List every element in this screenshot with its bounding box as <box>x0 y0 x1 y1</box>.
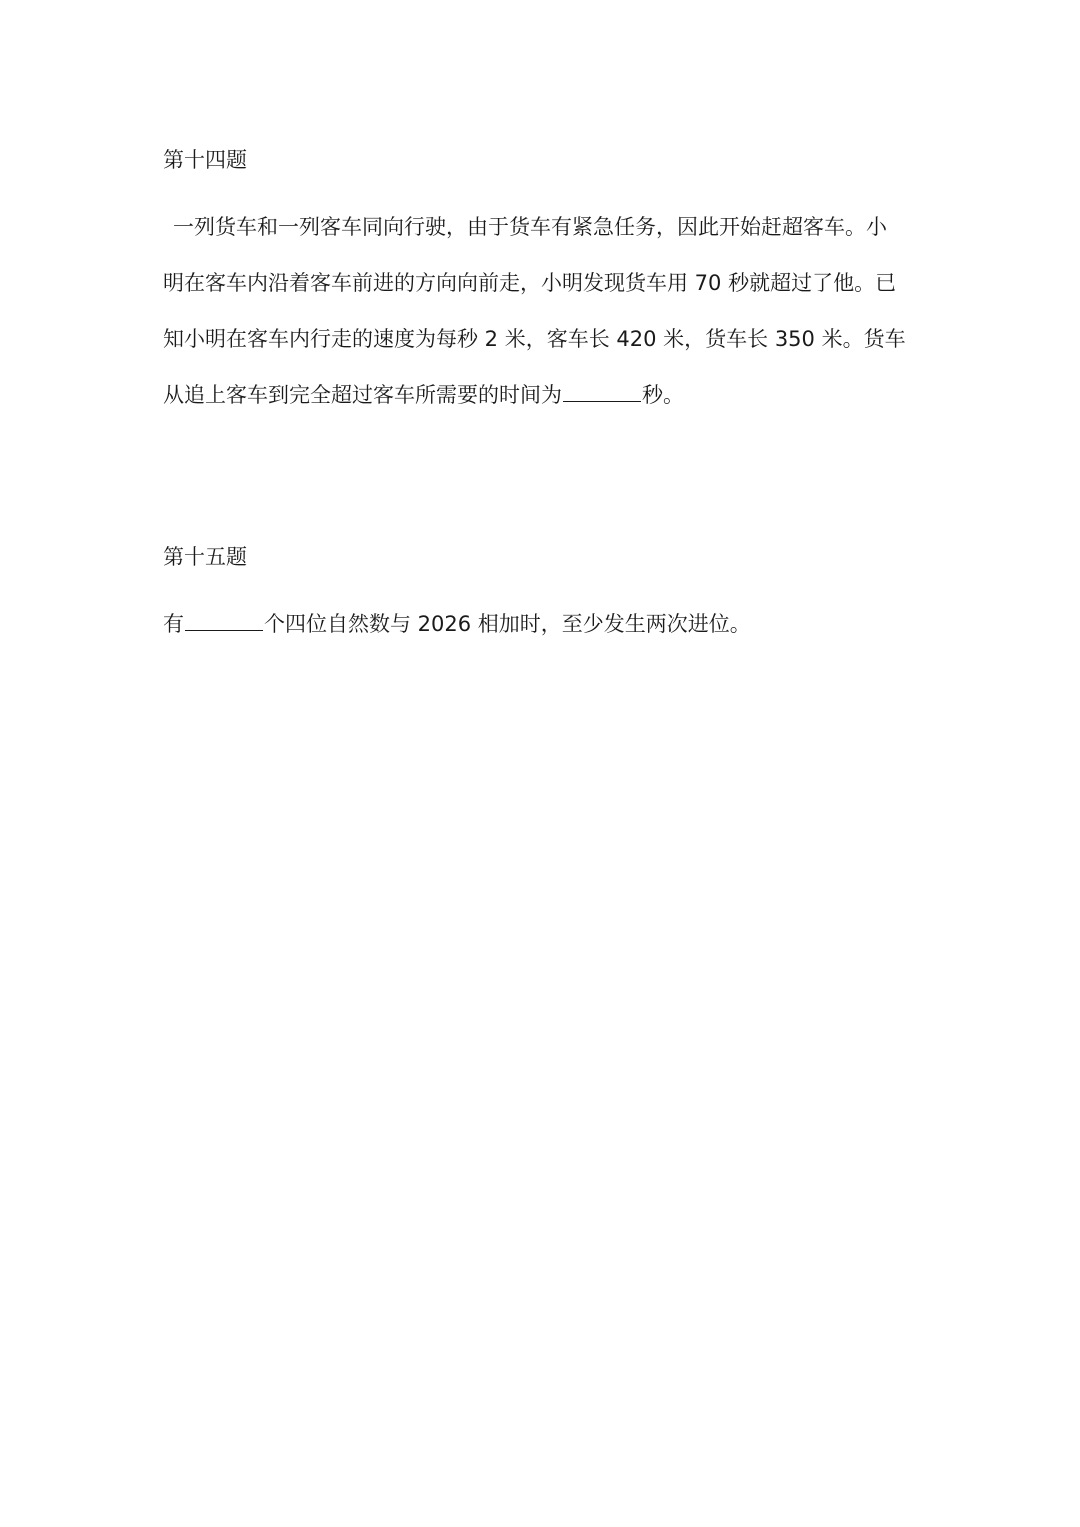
problem-text-line: 明在客车内沿着客车前进的方向向前走，小明发现货车用 70 秒就超过了他。已 <box>163 271 897 295</box>
text-segment: 个四位自然数与 2026 相加时，至少发生两次进位。 <box>264 612 751 636</box>
problem-text-line <box>163 199 923 255</box>
problem-body <box>163 199 923 423</box>
problem-text-line <box>163 596 923 652</box>
text-segment: 有 <box>163 612 184 636</box>
problem-text-line: 知小明在客车内行走的速度为每秒 2 米，客车长 420 米，货车长 350 米。货车 <box>163 327 906 351</box>
text-segment: 一列货车和一列客车同向行驶，由于货车有紧急任务，因此开始赶超客车。小 <box>173 215 887 239</box>
problem-14 <box>163 140 923 423</box>
text-segment: 秒。 <box>642 383 684 407</box>
problem-15 <box>163 537 923 652</box>
problem-body <box>163 596 923 652</box>
answer-blank[interactable] <box>185 629 263 631</box>
problem-text-line <box>163 367 923 423</box>
problem-title: 第十四题 <box>163 148 247 172</box>
problem-title: 第十五题 <box>163 545 247 569</box>
answer-blank[interactable] <box>563 400 641 402</box>
text-segment: 从追上客车到完全超过客车所需要的时间为 <box>163 383 562 407</box>
